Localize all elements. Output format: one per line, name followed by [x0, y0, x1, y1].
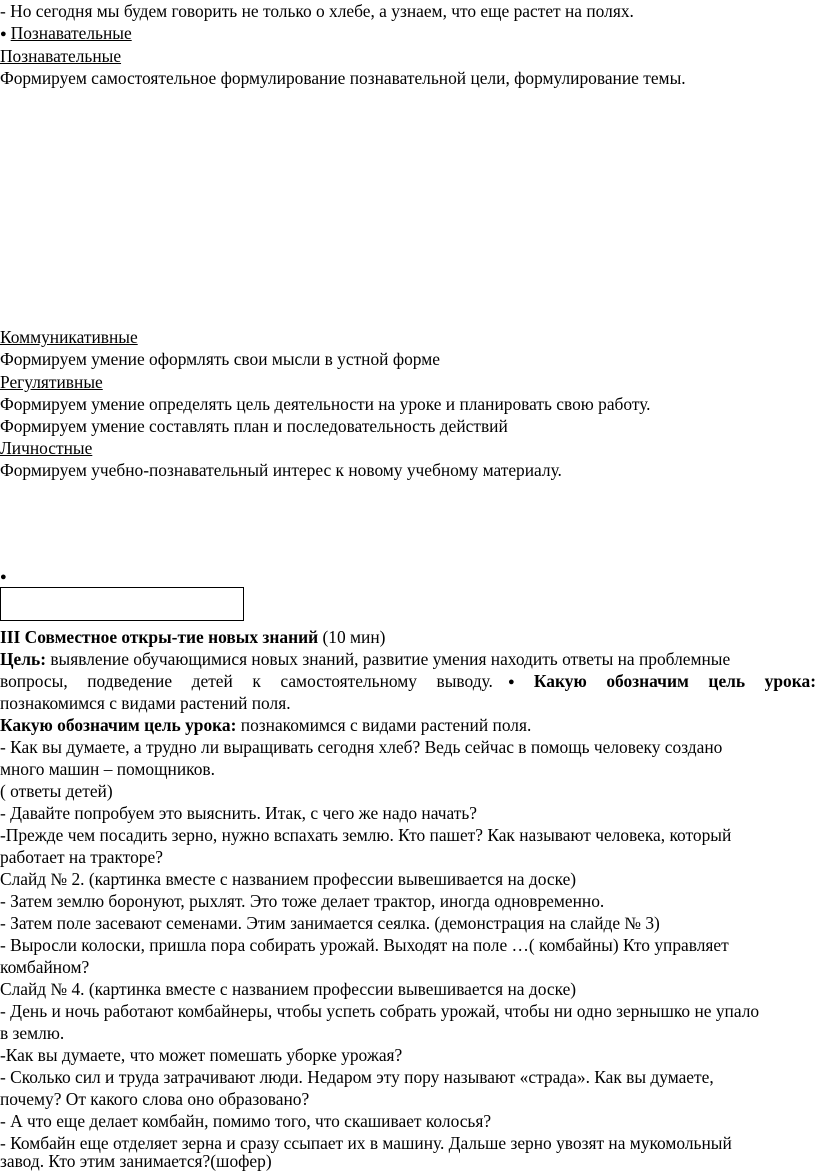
- body-line: - День и ночь работают комбайнеры, чтобы успеть собрать урожай, чтобы ни одно зернышко не упало: [0, 1001, 760, 1021]
- text-regulative-2: Формируем умение составлять план и последовательность действий: [0, 416, 508, 436]
- text-personal: Формируем учебно-познавательный интерес к новому учебному материалу.: [0, 460, 562, 480]
- bullet-icon: ●: [0, 571, 7, 583]
- goal-question-inline: Какую обозначим цель урока:: [533, 671, 816, 691]
- goal-line-2: [0, 670, 816, 693]
- body-line: комбайном?: [0, 957, 90, 977]
- question-line: [0, 714, 816, 736]
- body-line: -Как вы думаете, что может помешать уборке урожая?: [0, 1045, 403, 1065]
- body-line: - Сколько сил и труда затрачивают люди. Недаром эту пору называют «страда». Как вы думаете,: [0, 1067, 714, 1087]
- bullet-icon: ●: [0, 28, 7, 40]
- section-title-bold: III Совместное откры-тие новых знаний: [0, 627, 319, 647]
- body-line: - Затем землю боронуют, рыхлят. Это тоже делает трактор, иногда одновременно.: [0, 891, 605, 911]
- heading-regulative: Регулятивные: [0, 372, 103, 392]
- bullet-icon: ●: [492, 676, 530, 688]
- goal-text-1: выявление обучающимися новых знаний, развитие умения находить ответы на проблемные: [46, 649, 731, 669]
- body-line: - А что еще делает комбайн, помимо того, что скашивает колосья?: [0, 1111, 492, 1131]
- body-line: - Выросли колоски, пришла пора собирать урожай. Выходят на поле …( комбайны) Кто управляет: [0, 935, 729, 955]
- heading-communicative: Коммуникативные: [0, 327, 138, 347]
- body-line: - Комбайн еще отделяет зерна и сразу ссыпает их в машину. Дальше зерно увозят на мукомольный: [0, 1133, 732, 1153]
- question-text: познакомимся с видами растений поля.: [236, 715, 532, 735]
- goal-line-3: познакомимся с видами растений поля.: [0, 693, 291, 713]
- heading-cognitive: Познавательные: [0, 46, 122, 66]
- section-title: [0, 626, 816, 648]
- body-line: Слайд № 4. (картинка вместе с названием профессии вывешивается на доске): [0, 979, 577, 999]
- body-line: -Прежде чем посадить зерно, нужно вспахать землю. Кто пашет? Как называют человека, который: [0, 825, 732, 845]
- section-time: (10 мин): [318, 627, 386, 647]
- body-line: много машин – помощников.: [0, 759, 215, 779]
- body-line: завод. Кто этим занимается?(шофер): [0, 1151, 272, 1171]
- body-line: Слайд № 2. (картинка вместе с названием профессии вывешивается на доске): [0, 869, 577, 889]
- empty-box: [0, 587, 244, 621]
- goal-text-2: вопросы, подведение детей к самостоятельному выводу.: [0, 671, 493, 691]
- body-line: ( ответы детей): [0, 781, 113, 801]
- body-line: - Затем поле засевают семенами. Этим занимается сеялка. (демонстрация на слайде № 3): [0, 913, 660, 933]
- heading-personal: Личностные: [0, 438, 93, 458]
- intro-line: - Но сегодня мы будем говорить не только о хлебе, а узнаем, что еще растет на полях.: [0, 1, 634, 21]
- bullet-heading-cognitive: [0, 22, 816, 45]
- body-line: в землю.: [0, 1023, 65, 1043]
- text-cognitive: Формируем самостоятельное формулирование познавательной цели, формулирование темы.: [0, 68, 686, 88]
- body-line: работает на тракторе?: [0, 847, 163, 867]
- goal-label: Цель:: [0, 649, 46, 669]
- goal-line-1: [0, 648, 816, 670]
- heading-cognitive-bulleted: Познавательные: [10, 23, 132, 43]
- text-regulative-1: Формируем умение определять цель деятельности на уроке и планировать свою работу.: [0, 394, 651, 414]
- text-communicative: Формируем умение оформлять свои мысли в устной форме: [0, 349, 440, 369]
- body-line: - Давайте попробуем это выяснить. Итак, с чего же надо начать?: [0, 803, 478, 823]
- body-line: - Как вы думаете, а трудно ли выращивать сегодня хлеб? Ведь сейчас в помощь человеку создано: [0, 737, 723, 757]
- bullet-standalone: [0, 565, 816, 588]
- question-label: Какую обозначим цель урока:: [0, 715, 237, 735]
- body-line: почему? От какого слова оно образовано?: [0, 1089, 310, 1109]
